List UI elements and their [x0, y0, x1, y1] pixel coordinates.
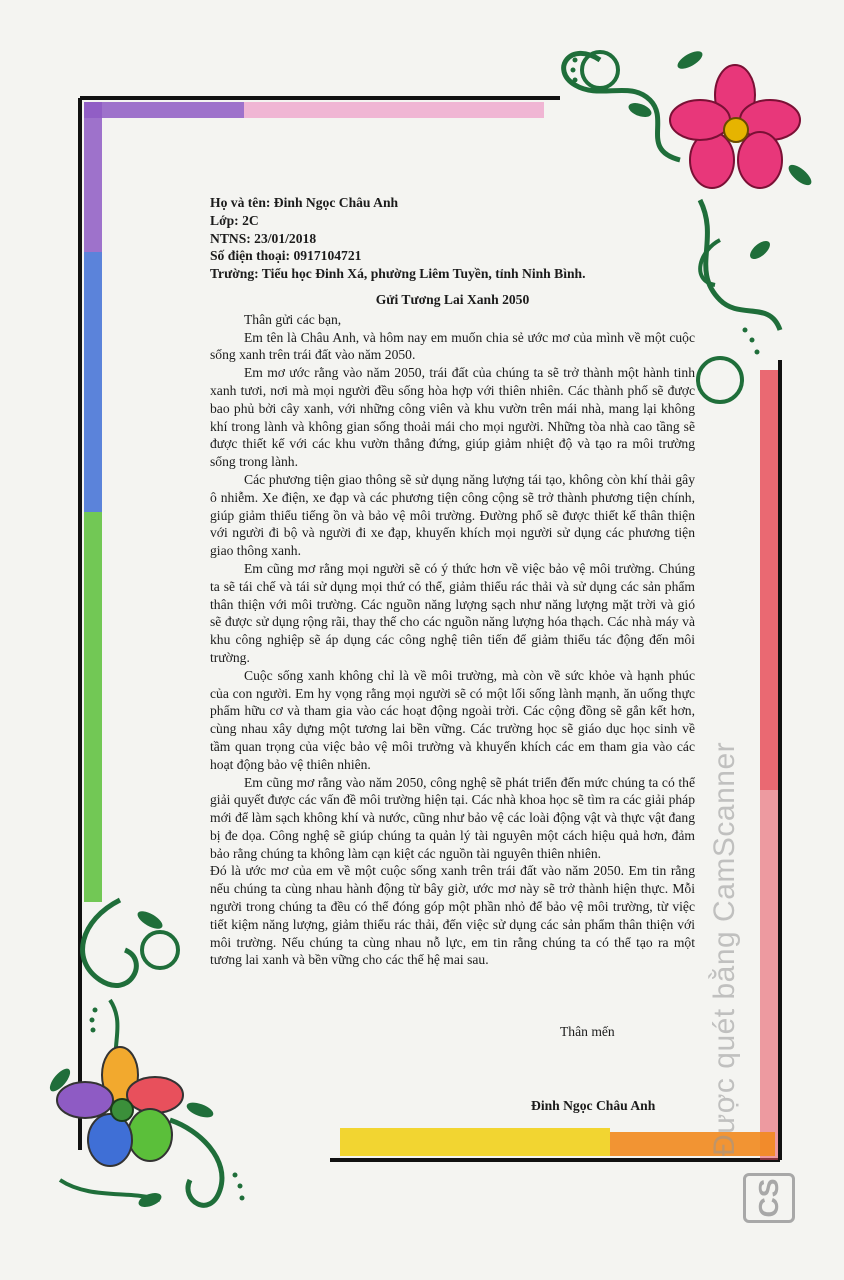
- red-strip: [760, 370, 778, 790]
- camscanner-logo-icon: CS: [743, 1173, 795, 1223]
- greeting: Thân gửi các bạn,: [244, 311, 342, 327]
- yellow-strip: [340, 1128, 610, 1156]
- paragraph-6: Em cũng mơ rằng vào năm 2050, công nghệ sẽ phát triển đến mức chúng ta có thể giải quyết được các vấn đề môi trường hiện tại. Các nhà khoa học sẽ tìm ra các giải pháp mới để làm sạch không khí và nước, cũng như bảo vệ các loài động vật và thực vật đang bị đe dọa. Công nghệ sẽ giúp chúng ta quản lý tài nguyên một cách hiệu quả hơn, đảm bảo rằng chúng ta không làm cạn kiệt các nguồn tài nguyên thiên nhiên.: [210, 774, 695, 861]
- letter-title: Gửi Tương Lai Xanh 2050: [375, 291, 530, 307]
- pink-strip: [244, 102, 544, 118]
- school-line: Trường: Tiểu học Đinh Xá, phường Liêm Tuyền, tỉnh Ninh Bình.: [210, 266, 586, 282]
- blue-strip: [84, 252, 102, 512]
- paragraph-3: Các phương tiện giao thông sẽ sử dụng năng lượng tái tạo, không còn khí thải gây ô nhiễm. Xe điện, xe đạp và các phương tiện công cộng sẽ trở thành phương tiện chính, giúp giảm thiểu tiếng ồn và bảo vệ môi trường. Đường phố sẽ được thiết kế thân thiện với người đi bộ và người đi xe đạp, khuyến khích mọi người sử dụng các phương tiện giao thông xanh.: [210, 471, 695, 559]
- phone-line: Số điện thoại: 0917104721: [210, 248, 362, 264]
- dob-line: NTNS: 23/01/2018: [210, 230, 317, 246]
- purple-strip: [84, 102, 102, 252]
- camscanner-watermark: Được quét bằng CamScanner: [708, 741, 741, 1156]
- paragraph-7: Đó là ước mơ của em về một cuộc sống xanh trên trái đất vào năm 2050. Em tin rằng nếu chúng ta cùng nhau hành động từ bây giờ, ước mơ này sẽ trở thành hiện thực. Mỗi người trong chúng ta đều có thể đóng góp một phần nhỏ để bảo vệ môi trường, từ việc tiết kiệm năng lượng, giảm thiểu rác thải, đến việc sử dụng các sản phẩm thân thiện với môi trường. Nếu chúng ta cùng nhau nỗ lực, em tin rằng chúng ta có thể tạo ra một tương lai xanh và bền vững cho các thế hệ mai sau.: [210, 863, 695, 968]
- paragraph-4: Em cũng mơ rằng mọi người sẽ có ý thức hơn về việc bảo vệ môi trường. Chúng ta sẽ tái chế và tái sử dụng mọi thứ có thể, giảm thiểu rác thải và sử dụng các sản phẩm thân thiện với môi trường. Các nguồn năng lượng sạch như năng lượng mặt trời và gió sẽ được sử dụng rộng rãi, thay thế cho các nguồn năng lượng hóa thạch. Các nhà máy và khu công nghiệp sẽ áp dụng các công nghệ tiên tiến để giảm thiểu tác động đến môi trường.: [210, 560, 695, 665]
- letter-body: [210, 194, 695, 969]
- closing-text: Thân mến: [560, 1024, 615, 1039]
- signature-name: Đinh Ngọc Châu Anh: [531, 1098, 656, 1113]
- orange-strip: [610, 1132, 775, 1156]
- paragraph-1: Em tên là Châu Anh, và hôm nay em muốn chia sẻ ước mơ của mình về một cuộc sống xanh trên trái đất vào năm 2050.: [210, 329, 695, 363]
- class-line: Lớp: 2C: [210, 212, 259, 228]
- name-line: Họ và tên: Đinh Ngọc Châu Anh: [210, 195, 399, 210]
- paragraph-2: Em mơ ước rằng vào năm 2050, trái đất của chúng ta sẽ trở thành một hành tinh xanh tươi, nơi mà mọi người đều sống hòa hợp với thiên nhiên. Các thành phố sẽ được bao phủ bởi cây xanh, với những công viên và khu vườn trên mái nhà, mang lại không khí trong lành và không gian sống thoải mái cho mọi người. Những tòa nhà cao tầng sẽ được thiết kế với các khu vườn thẳng đứng, giúp giảm nhiệt độ và tạo ra môi trường sống trong lành.: [210, 365, 695, 470]
- green-strip: [84, 512, 102, 902]
- paragraph-5: Cuộc sống xanh không chỉ là về môi trường, mà còn về sức khỏe và hạnh phúc của con người. Em hy vọng rằng mọi người sẽ có một lối sống lành mạnh, ăn uống thực phẩm hữu cơ và tham gia vào các hoạt động ngoài trời. Các cộng đồng sẽ gắn kết hơn, cùng nhau xây dựng một tương lai bền vững. Các trường học sẽ giáo dục học sinh về tầm quan trọng của việc bảo vệ môi trường và khuyến khích các em tham gia vào các hoạt động bảo vệ thiên nhiên.: [210, 667, 695, 772]
